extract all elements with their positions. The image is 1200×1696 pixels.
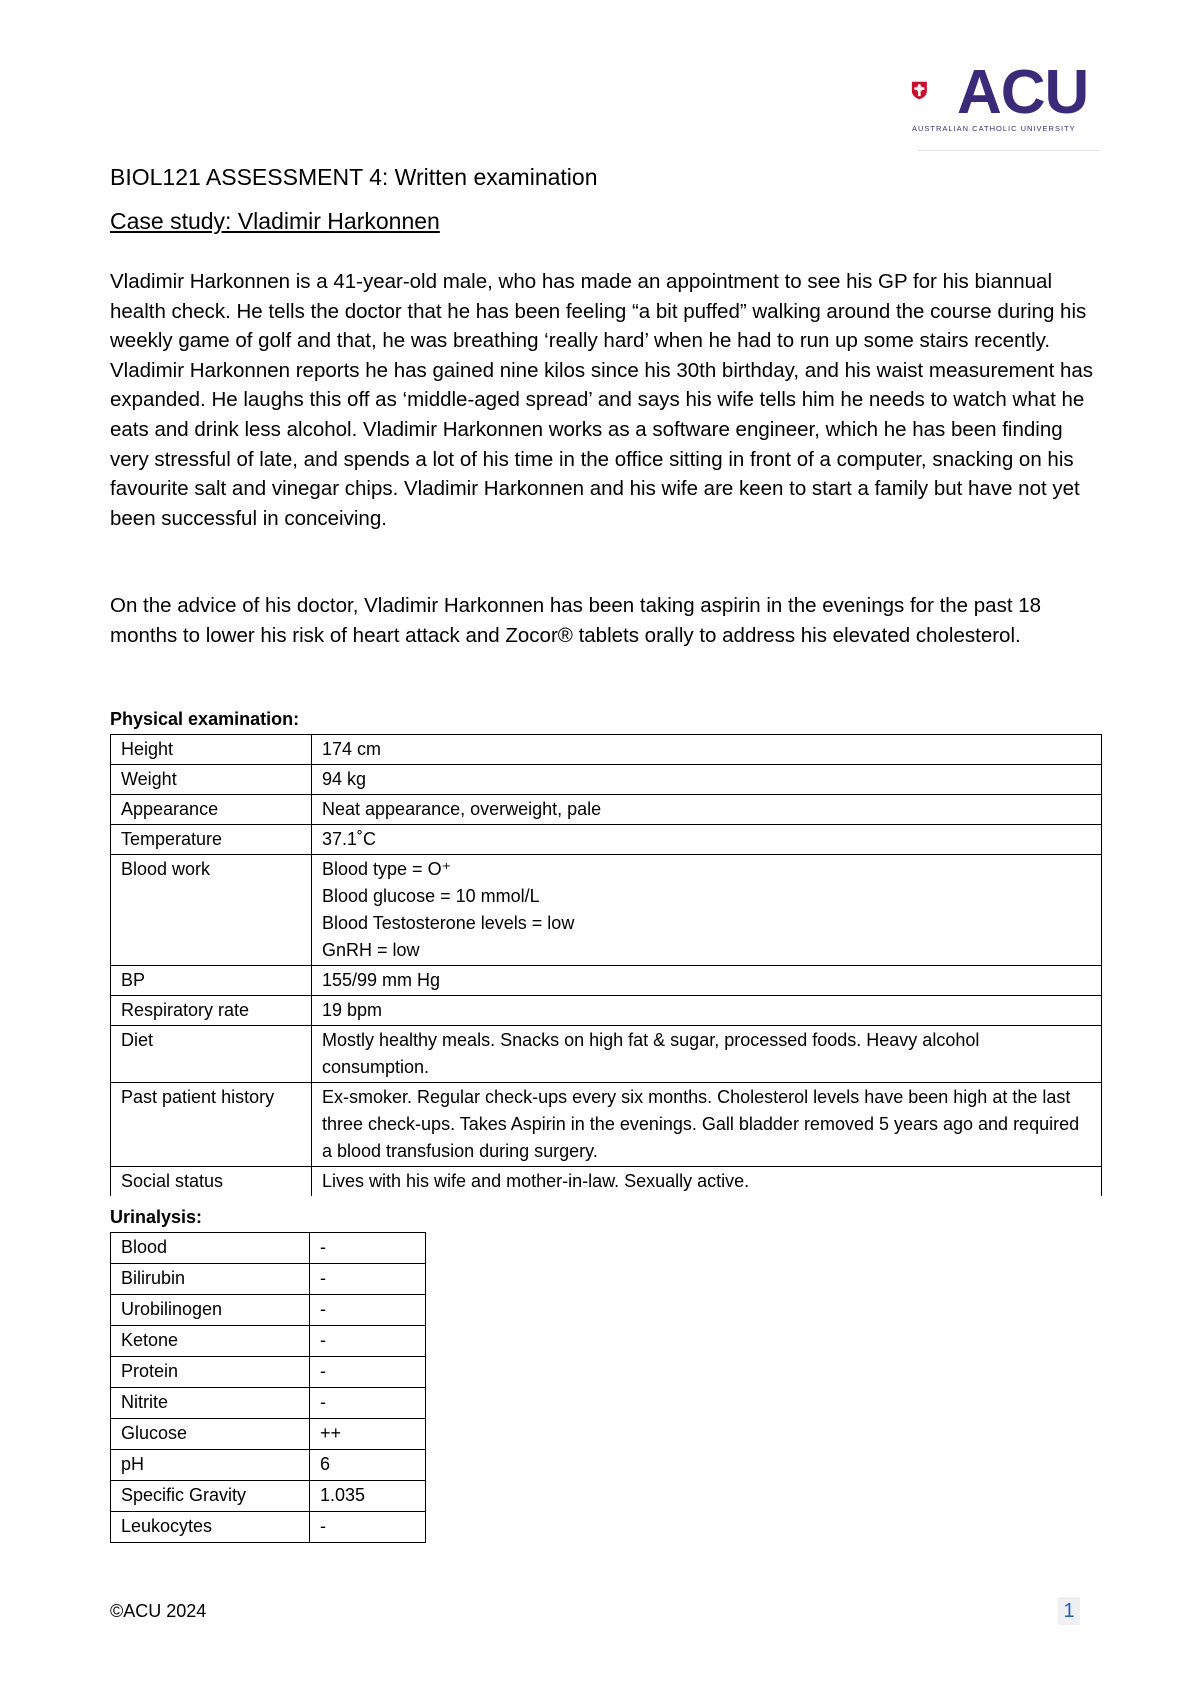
table-row	[111, 1450, 426, 1481]
urinalysis-test-label: Nitrite	[111, 1388, 310, 1419]
table-row	[111, 1357, 426, 1388]
exam-field-value	[312, 735, 1102, 765]
logo-wordmark: ACU	[957, 58, 1089, 127]
urinalysis-test-result: -	[310, 1388, 426, 1419]
exam-field-value	[312, 996, 1102, 1026]
urinalysis-test-label: Urobilinogen	[111, 1295, 310, 1326]
table-row	[111, 855, 1102, 966]
exam-value-line: Ex-smoker. Regular check-ups every six months. Cholesterol levels have been high at the last three check-ups. Takes Aspirin in the evenings. Gall bladder removed 5 years ago and required a blood transfusion during surgery.	[322, 1087, 1080, 1161]
case-paragraph-2: On the advice of his doctor, Vladimir Harkonnen has been taking aspirin in the evenings for the past 18 months to lower his risk of heart attack and Zocor® tablets orally to address his elevated cholesterol.	[110, 594, 1042, 647]
table-row	[111, 1083, 1102, 1167]
table-row	[111, 996, 1102, 1026]
urinalysis-label: Urinalysis:	[110, 1207, 203, 1227]
table-row	[111, 1026, 1102, 1083]
footer-copyright: ©ACU 2024	[110, 1601, 207, 1621]
exam-field-label: Appearance	[111, 795, 312, 825]
table-row	[111, 966, 1102, 996]
physical-exam-table	[110, 734, 1102, 1196]
exam-value-line: Blood glucose = 10 mmol/L	[322, 886, 540, 906]
exam-field-value	[312, 1026, 1102, 1083]
exam-field-value	[312, 855, 1102, 966]
table-row	[111, 1264, 426, 1295]
urinalysis-test-label: Glucose	[111, 1419, 310, 1450]
exam-field-label: Social status	[111, 1167, 312, 1197]
urinalysis-test-result: ++	[310, 1419, 426, 1450]
exam-field-label: Temperature	[111, 825, 312, 855]
logo-divider	[918, 150, 1100, 151]
exam-field-value	[312, 825, 1102, 855]
exam-field-label: Height	[111, 735, 312, 765]
exam-value-line: Mostly healthy meals. Snacks on high fat & sugar, processed foods. Heavy alcohol consumption.	[322, 1030, 980, 1077]
exam-value-line: Blood type = O⁺	[322, 859, 452, 879]
urinalysis-test-label: Protein	[111, 1357, 310, 1388]
case-paragraph-1: Vladimir Harkonnen is a 41-year-old male, who has made an appointment to see his GP for his biannual health check. He tells the doctor that he has been feeling “a bit puffed” walking around the course during his weekly game of golf and that, he was breathing ‘really hard’ when he had to run up some stairs recently. Vladimir Harkonnen reports he has gained nine kilos since his 30th birthday, and his waist measurement has expanded. He laughs this off as ‘middle-aged spread’ and says his wife tells him he needs to watch what he eats and drink less alcohol. Vladimir Harkonnen works as a software engineer, which he has been finding very stressful of late, and spends a lot of his time in the office sitting in front of a computer, snacking on his favourite salt and vinegar chips. Vladimir Harkonnen and his wife are keen to start a family but have not yet been successful in conceiving.	[110, 270, 1094, 530]
urinalysis-table	[110, 1232, 426, 1543]
table-row	[111, 1233, 426, 1264]
exam-value-line: GnRH = low	[322, 940, 420, 960]
exam-field-label: Weight	[111, 765, 312, 795]
exam-value-line: 174 cm	[322, 739, 382, 759]
urinalysis-test-result: -	[310, 1264, 426, 1295]
exam-value-line: Blood Testosterone levels = low	[322, 913, 575, 933]
table-row	[111, 1419, 426, 1450]
exam-field-value	[312, 1167, 1102, 1197]
table-row	[111, 1388, 426, 1419]
urinalysis-test-label: Blood	[111, 1233, 310, 1264]
assessment-heading: BIOL121 ASSESSMENT 4: Written examination	[110, 164, 598, 190]
exam-field-label: Diet	[111, 1026, 312, 1083]
exam-field-label: Past patient history	[111, 1083, 312, 1167]
page-number: 1	[1058, 1597, 1080, 1625]
exam-field-label: Respiratory rate	[111, 996, 312, 1026]
table-row	[111, 1167, 1102, 1197]
table-row	[111, 735, 1102, 765]
table-row	[111, 1481, 426, 1512]
exam-field-value	[312, 1083, 1102, 1167]
exam-value-line: 37.1˚C	[322, 829, 377, 849]
table-row	[111, 1512, 426, 1543]
urinalysis-test-label: Ketone	[111, 1326, 310, 1357]
physical-exam-label: Physical examination:	[110, 709, 300, 729]
exam-field-value	[312, 795, 1102, 825]
exam-field-label: Blood work	[111, 855, 312, 966]
urinalysis-test-result: 1.035	[310, 1481, 426, 1512]
exam-value-line: 19 bpm	[322, 1000, 383, 1020]
table-row	[111, 795, 1102, 825]
exam-value-line: 94 kg	[322, 769, 367, 789]
exam-field-value	[312, 966, 1102, 996]
urinalysis-test-label: Specific Gravity	[111, 1481, 310, 1512]
exam-value-line: Lives with his wife and mother-in-law. Sexually active.	[322, 1171, 750, 1191]
case-study-title: Case study: Vladimir Harkonnen	[110, 208, 440, 234]
urinalysis-test-label: pH	[111, 1450, 310, 1481]
urinalysis-test-result: -	[310, 1233, 426, 1264]
table-row	[111, 765, 1102, 795]
urinalysis-test-result: -	[310, 1326, 426, 1357]
urinalysis-test-label: Leukocytes	[111, 1512, 310, 1543]
urinalysis-test-result: -	[310, 1512, 426, 1543]
table-row	[111, 825, 1102, 855]
logo-subtitle: AUSTRALIAN CATHOLIC UNIVERSITY	[912, 124, 1076, 133]
exam-field-value	[312, 765, 1102, 795]
urinalysis-test-result: -	[310, 1295, 426, 1326]
exam-value-line: Neat appearance, overweight, pale	[322, 799, 602, 819]
urinalysis-test-result: -	[310, 1357, 426, 1388]
exam-value-line: 155/99 mm Hg	[322, 970, 441, 990]
exam-field-label: BP	[111, 966, 312, 996]
urinalysis-test-label: Bilirubin	[111, 1264, 310, 1295]
urinalysis-test-result: 6	[310, 1450, 426, 1481]
table-row	[111, 1326, 426, 1357]
table-row	[111, 1295, 426, 1326]
